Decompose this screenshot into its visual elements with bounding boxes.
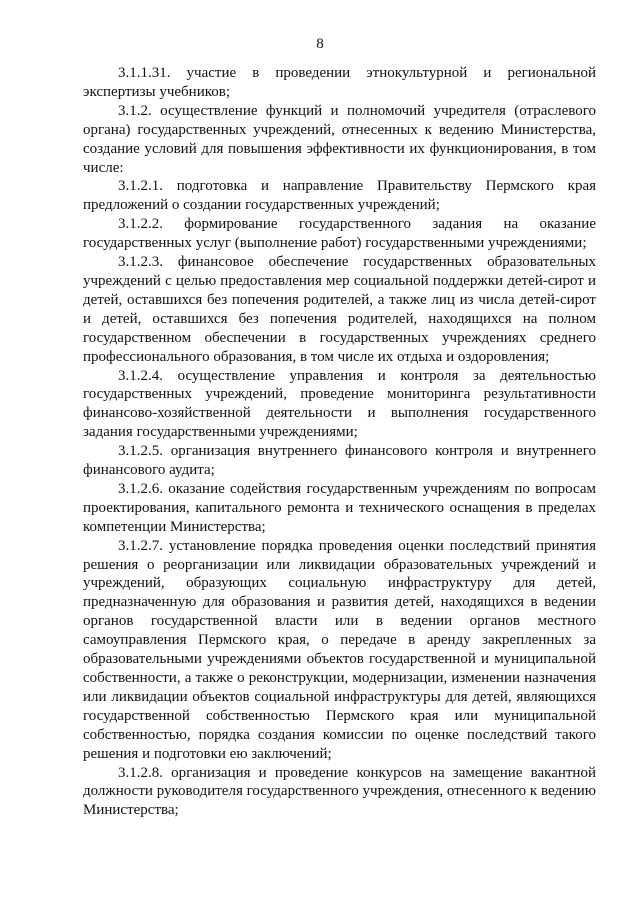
paragraph-3-1-1-31: 3.1.1.31. участие в проведении этнокультурной и региональной экспертизы учебников; (83, 65, 596, 100)
paragraph-3-1-2-1: 3.1.2.1. подготовка и направление Правительству Пермского края предложений о создании государственных учреждений; (83, 178, 596, 214)
paragraph-3-1-2-3: 3.1.2.3. финансовое обеспечение государственных образовательных учреждений с целью предоставления мер социальной поддержки детей-сирот и детей, оставшихся без попечения родителей, а также лиц из числа детей-сирот и детей, оставшихся без попечения родителей, находящихся на полном государственном обеспечении в государственных учреждениях среднего профессионального образования, в том числе их отдыха и оздоровления; (83, 254, 596, 365)
paragraph-3-1-2-8: 3.1.2.8. организация и проведение конкурсов на замещение вакантной должности руководителя государственного учреждения, отнесенного к ведению Министерства; (83, 764, 596, 819)
paragraph-3-1-2: 3.1.2. осуществление функций и полномочий учредителя (отраслевого органа) государственных учреждений, отнесенных к ведению Министерства, создание условий для повышения эффективности их функционирования, в том числе: (83, 102, 596, 176)
paragraph-3-1-2-7: 3.1.2.7. установление порядка проведения оценки последствий принятия решения о реорганизации или ликвидации образовательных учреждений и учреждений, образующих социальную инфраструктуру для детей, предназначенную для образования и развития детей, находящихся в ведении органов государственной власти или в ведении органов местного самоуправления Пермского края, о передаче в аренду закрепленных за образовательными учреждениями объектов государственной и муниципальной собственности, а также о реконструкции, модернизации, изменении назначения или ликвидации объектов социальной инфраструктуры для детей, являющихся государственной собственностью Пермского края или муниципальной собственностью, порядка создания комиссии по оценке последствий такого решения и подготовки ею заключений; (83, 537, 596, 762)
paragraph-3-1-2-5: 3.1.2.5. организация внутреннего финансового контроля и внутреннего финансового аудита; (83, 443, 596, 479)
paragraph-3-1-2-4: 3.1.2.4. осуществление управления и контроля за деятельностью государственных учреждений, проведение мониторинга результативности финансово-хозяйственной деятельности и выполнения государственного задания государственными учреждениями; (83, 367, 596, 441)
page-number: 8 (316, 36, 324, 52)
document-body (83, 64, 596, 820)
paragraph-3-1-2-2: 3.1.2.2. формирование государственного задания на оказание государственных услуг (выполнение работ) государственными учреждениями; (83, 216, 596, 252)
paragraph-3-1-2-6: 3.1.2.6. оказание содействия государственным учреждениям по вопросам проектирования, капитального ремонта и технического оснащения в пределах компетенции Министерства; (83, 480, 596, 535)
